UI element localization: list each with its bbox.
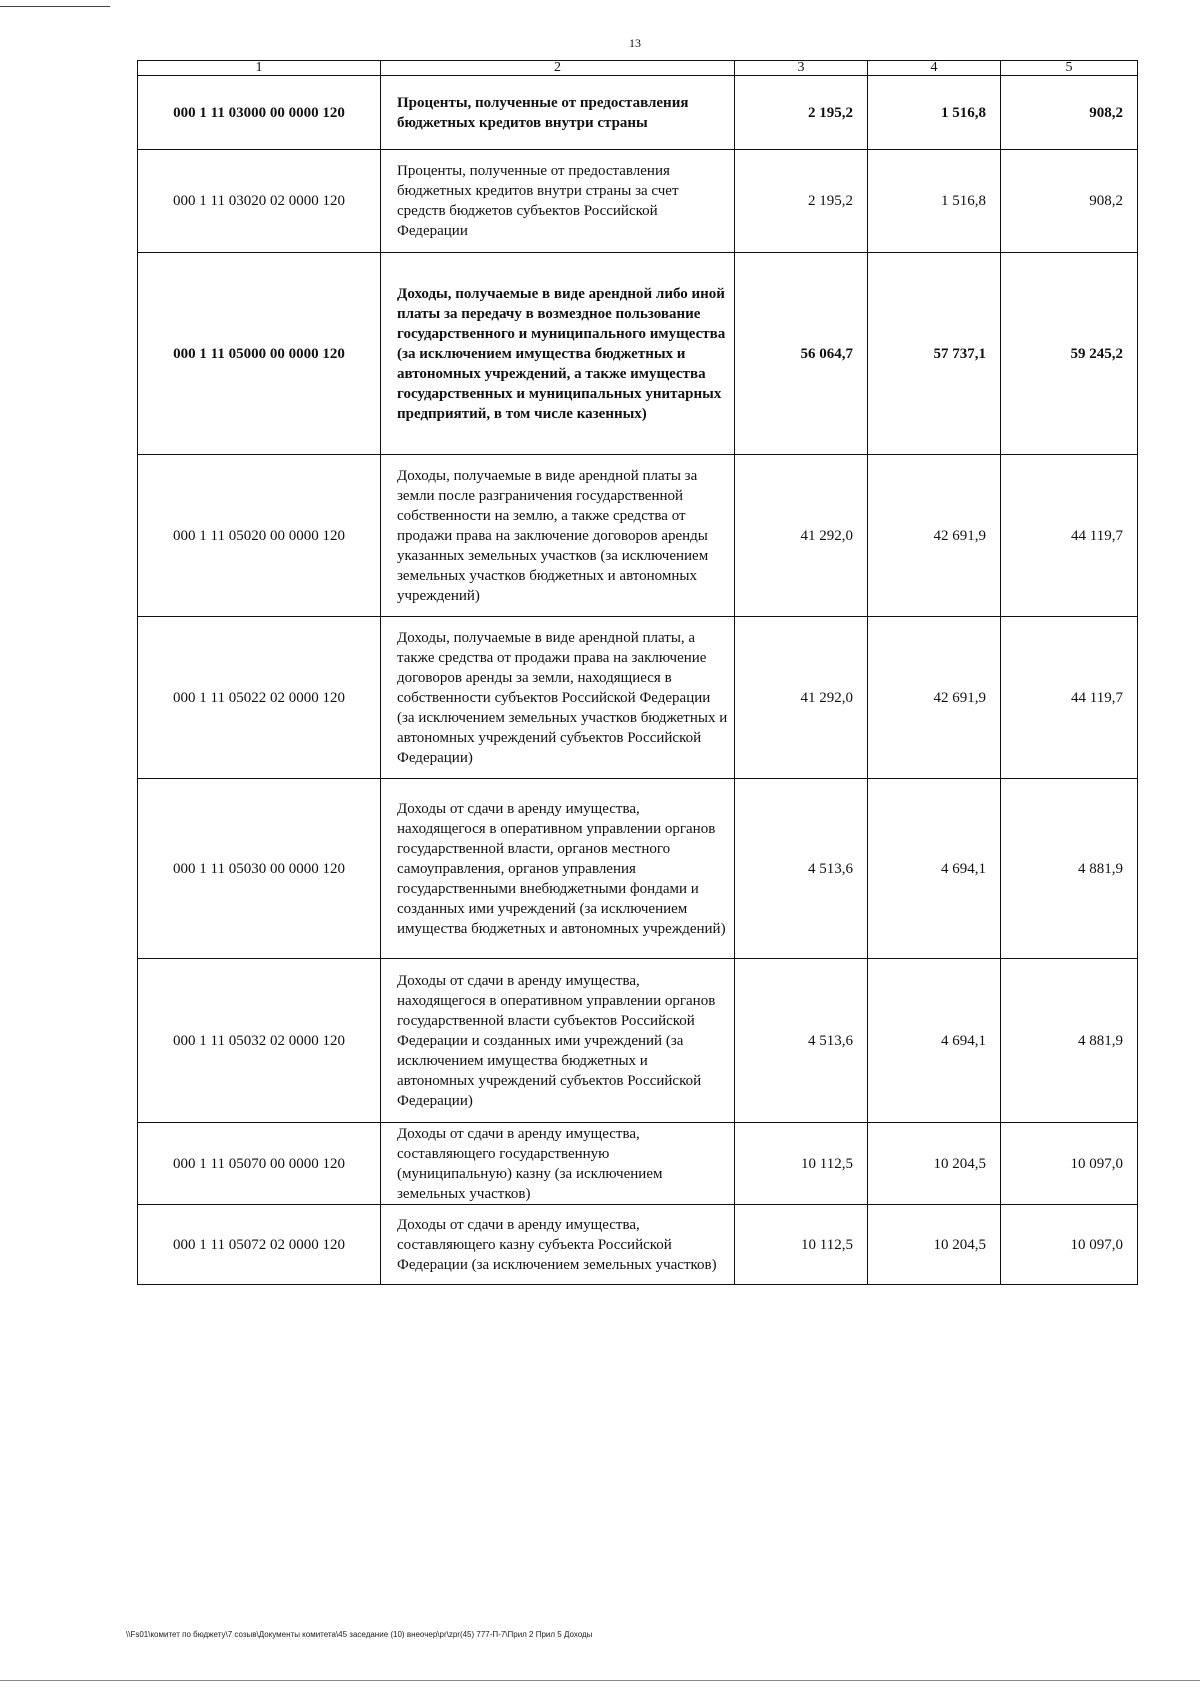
income-description-cell: Доходы, получаемые в виде арендной платы за земли после разграничения государственной собственности на землю, а также средства от продажи права на заключение договоров аренды указанных земельных участков (за исключением земельных участков бюджетных и автономных учреждений) bbox=[381, 455, 735, 617]
amount-col3-cell: 4 513,6 bbox=[735, 779, 868, 959]
budget-code-cell: 000 1 11 05072 02 0000 120 bbox=[138, 1205, 381, 1285]
top-rule-line bbox=[0, 6, 110, 7]
amount-col4-cell: 42 691,9 bbox=[868, 455, 1001, 617]
table-row bbox=[138, 959, 1138, 1123]
column-number-row bbox=[138, 61, 1138, 76]
amount-col3-cell: 56 064,7 bbox=[735, 253, 868, 455]
page-number: 13 bbox=[629, 36, 641, 50]
table-row bbox=[138, 1205, 1138, 1285]
budget-code-cell: 000 1 11 05022 02 0000 120 bbox=[138, 617, 381, 779]
budget-code-cell: 000 1 11 05070 00 0000 120 bbox=[138, 1123, 381, 1205]
income-description-cell: Доходы, получаемые в виде арендной либо иной платы за передачу в возмездное пользование государственного и муниципального имущества (за исключением имущества бюджетных и автономных учреждений, а также имущества государственных и муниципальных унитарных предприятий, в том числе казенных) bbox=[381, 253, 735, 455]
income-description-cell: Проценты, полученные от предоставления бюджетных кредитов внутри страны bbox=[381, 76, 735, 150]
amount-col5-cell: 4 881,9 bbox=[1001, 779, 1138, 959]
budget-code-cell: 000 1 11 03000 00 0000 120 bbox=[138, 76, 381, 150]
income-description-cell: Доходы от сдачи в аренду имущества, составляющего казну субъекта Российской Федерации (за исключением земельных участков) bbox=[381, 1205, 735, 1285]
budget-code-cell: 000 1 11 05000 00 0000 120 bbox=[138, 253, 381, 455]
amount-col4-cell: 4 694,1 bbox=[868, 959, 1001, 1123]
amount-col3-cell: 10 112,5 bbox=[735, 1205, 868, 1285]
amount-col5-cell: 10 097,0 bbox=[1001, 1123, 1138, 1205]
table-row bbox=[138, 779, 1138, 959]
amount-col5-cell: 4 881,9 bbox=[1001, 959, 1138, 1123]
column-number: 4 bbox=[868, 61, 1001, 76]
budget-code-cell: 000 1 11 05020 00 0000 120 bbox=[138, 455, 381, 617]
table-row bbox=[138, 76, 1138, 150]
amount-col3-cell: 2 195,2 bbox=[735, 150, 868, 253]
amount-col5-cell: 44 119,7 bbox=[1001, 617, 1138, 779]
column-number: 1 bbox=[138, 61, 381, 76]
income-description-cell: Доходы, получаемые в виде арендной платы, а также средства от продажи права на заключение договоров аренды за земли, находящиеся в собственности субъектов Российской Федерации (за исключением земельных участков бюджетных и автономных учреждений субъектов Российской Федерации) bbox=[381, 617, 735, 779]
amount-col5-cell: 59 245,2 bbox=[1001, 253, 1138, 455]
income-description-cell: Доходы от сдачи в аренду имущества, находящегося в оперативном управлении органов государственной власти субъектов Российской Федерации и созданных ими учреждений (за исключением имущества бюджетных и автономных учреждений субъектов Российской Федерации) bbox=[381, 959, 735, 1123]
amount-col5-cell: 10 097,0 bbox=[1001, 1205, 1138, 1285]
amount-col4-cell: 1 516,8 bbox=[868, 76, 1001, 150]
amount-col3-cell: 10 112,5 bbox=[735, 1123, 868, 1205]
budget-code-cell: 000 1 11 03020 02 0000 120 bbox=[138, 150, 381, 253]
amount-col4-cell: 1 516,8 bbox=[868, 150, 1001, 253]
amount-col3-cell: 2 195,2 bbox=[735, 76, 868, 150]
table-row bbox=[138, 617, 1138, 779]
amount-col4-cell: 10 204,5 bbox=[868, 1123, 1001, 1205]
income-description-cell: Доходы от сдачи в аренду имущества, находящегося в оперативном управлении органов государственной власти, органов местного самоуправления, органов управления государственными внебюджетными фондами и созданных ими учреждений (за исключением имущества бюджетных и автономных учреждений) bbox=[381, 779, 735, 959]
table-row bbox=[138, 455, 1138, 617]
table-row bbox=[138, 253, 1138, 455]
column-number: 3 bbox=[735, 61, 868, 76]
column-number: 5 bbox=[1001, 61, 1138, 76]
budget-code-cell: 000 1 11 05032 02 0000 120 bbox=[138, 959, 381, 1123]
amount-col5-cell: 908,2 bbox=[1001, 76, 1138, 150]
amount-col4-cell: 4 694,1 bbox=[868, 779, 1001, 959]
income-description-cell: Доходы от сдачи в аренду имущества, составляющего государственную (муниципальную) казну (за исключением земельных участков) bbox=[381, 1123, 735, 1205]
budget-income-table bbox=[137, 60, 1138, 1285]
column-number: 2 bbox=[381, 61, 735, 76]
amount-col5-cell: 908,2 bbox=[1001, 150, 1138, 253]
bottom-rule-line bbox=[0, 1680, 1200, 1681]
amount-col3-cell: 41 292,0 bbox=[735, 617, 868, 779]
amount-col5-cell: 44 119,7 bbox=[1001, 455, 1138, 617]
amount-col4-cell: 42 691,9 bbox=[868, 617, 1001, 779]
budget-code-cell: 000 1 11 05030 00 0000 120 bbox=[138, 779, 381, 959]
footer-file-path: \\Fs01\комитет по бюджету\7 созыв\Документы комитета\45 заседание (10) внеочер\pr\zpr(45) 777-П-7\Прил 2 Прил 5 Доходы bbox=[126, 1630, 593, 1639]
amount-col3-cell: 4 513,6 bbox=[735, 959, 868, 1123]
amount-col4-cell: 57 737,1 bbox=[868, 253, 1001, 455]
amount-col3-cell: 41 292,0 bbox=[735, 455, 868, 617]
table-row bbox=[138, 150, 1138, 253]
amount-col4-cell: 10 204,5 bbox=[868, 1205, 1001, 1285]
income-description-cell: Проценты, полученные от предоставления бюджетных кредитов внутри страны за счет средств бюджетов субъектов Российской Федерации bbox=[381, 150, 735, 253]
table-row bbox=[138, 1123, 1138, 1205]
